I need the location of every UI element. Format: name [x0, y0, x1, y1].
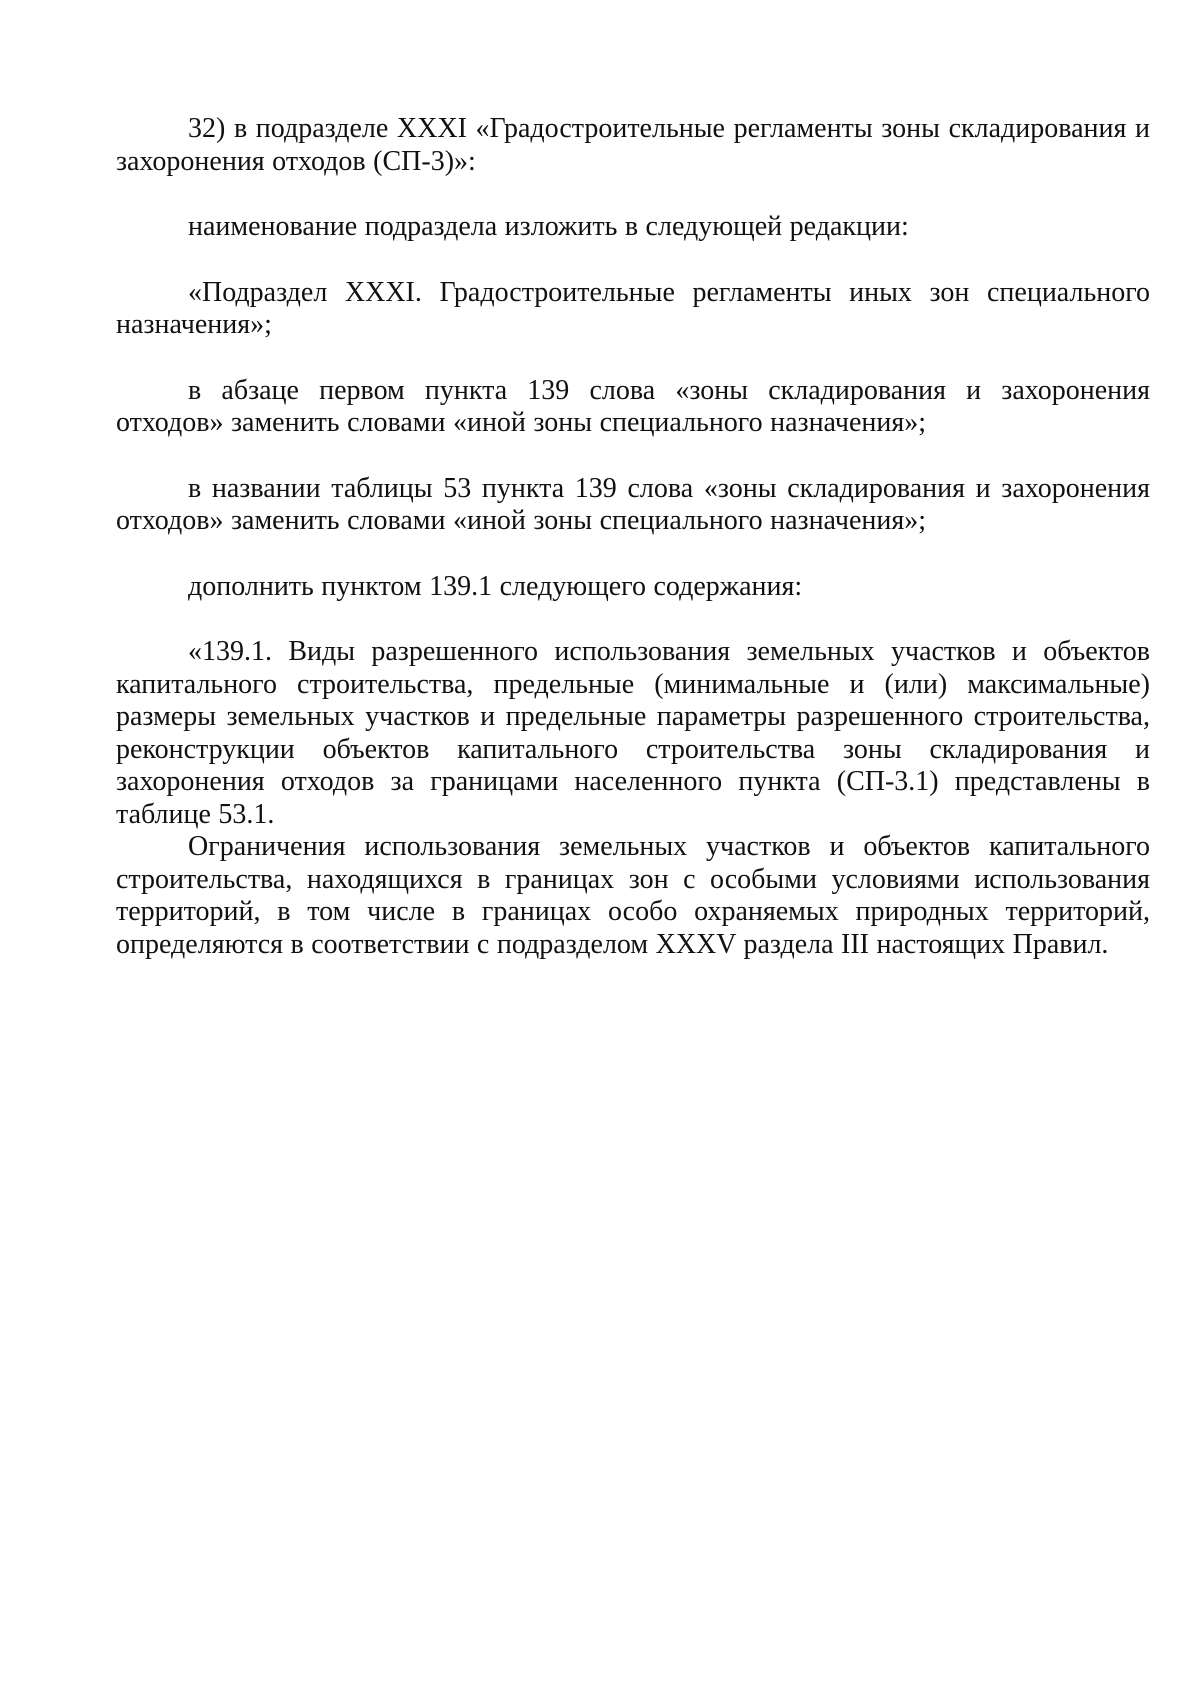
- paragraph-table-53-amendment: в названии таблицы 53 пункта 139 слова «зоны складирования и захоронения отходов» заменить словами «иной зоны специального назначения»;: [116, 472, 1150, 536]
- paragraph-new-subsection-title: «Подраздел XXXI. Градостроительные регламенты иных зон специального назначения»;: [116, 276, 1150, 340]
- paragraph-item-32-header: 32) в подразделе XXXI «Градостроительные регламенты зоны складирования и захоронения отходов (СП-3)»:: [116, 113, 1150, 177]
- paragraph-139-1-text: «139.1. Виды разрешенного использования земельных участков и объектов капитального строительства, предельные (минимальные и (или) максимальные) размеры земельных участков и предельные параметры разрешенного строительства, реконструкции объектов капитального строительства зоны складирования и захоронения отходов за границами населенного пункта (СП-3.1) представлены в таблице 53.1.: [116, 636, 1150, 830]
- paragraph-add-139-1-instruction: дополнить пунктом 139.1 следующего содержания:: [188, 570, 803, 602]
- paragraph-item-139-amendment: в абзаце первом пункта 139 слова «зоны складирования и захоронения отходов» заменить словами «иной зоны специального назначения»;: [116, 374, 1150, 438]
- paragraph-rename-instruction: наименование подраздела изложить в следующей редакции:: [188, 211, 909, 242]
- paragraph-restrictions-text: Ограничения использования земельных участков и объектов капитального строительства, находящихся в границах зон с особыми условиями использования территорий, в том числе в границах особо охраняемых природных территорий, определяются в соответствии с подразделом XXXV раздела III настоящих Правил.: [116, 831, 1150, 960]
- document-page: [116, 113, 1150, 994]
